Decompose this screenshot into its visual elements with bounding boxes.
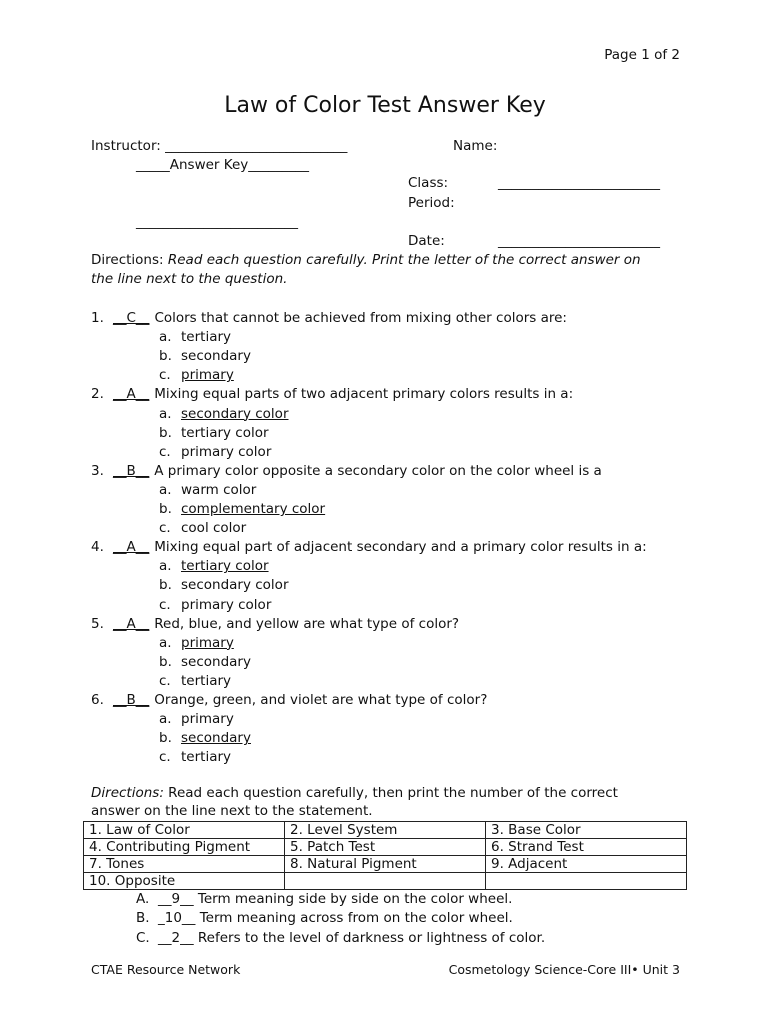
table-cell: 3. Base Color	[486, 822, 687, 839]
table-row	[84, 873, 687, 890]
question-number: 2.	[91, 386, 104, 403]
statement-text: _10__ Term meaning across from on the color wheel.	[158, 910, 513, 926]
question-answer: __A__	[113, 539, 150, 556]
option-text: secondary color	[181, 577, 289, 594]
question-2	[91, 385, 573, 403]
answer-option	[159, 634, 234, 652]
table-cell	[486, 873, 687, 890]
page-title: Law of Color Test Answer Key	[224, 93, 546, 118]
statement-a	[136, 890, 512, 908]
table-cell: 10. Opposite	[84, 873, 285, 890]
question-answer: __B__	[113, 692, 150, 708]
answer-option	[159, 576, 289, 594]
option-text: secondary	[181, 730, 251, 747]
directions-1-text-2: the line next to the question.	[91, 271, 288, 287]
option-letter: b.	[159, 348, 172, 365]
name-label: Name:	[453, 138, 498, 154]
question-text: Orange, green, and violet are what type of color?	[154, 692, 488, 708]
statement-letter: C.	[136, 930, 150, 946]
answer-option	[159, 748, 231, 766]
option-text: tertiary	[181, 672, 232, 689]
class-label: Class:	[408, 175, 449, 191]
option-letter: a.	[159, 481, 172, 498]
option-letter: a.	[159, 405, 172, 422]
directions-2-text: Read each question carefully, then print the number of the correct	[168, 785, 618, 801]
answer-option	[159, 672, 231, 690]
instructor-label: Instructor: ___________________________	[91, 138, 348, 154]
question-4	[91, 538, 647, 556]
option-letter: b.	[159, 424, 172, 441]
directions-2-text-2: answer on the line next to the statement.	[91, 803, 373, 819]
question-number: 4.	[91, 539, 104, 556]
table-cell	[285, 873, 486, 890]
table-cell: 7. Tones	[84, 856, 285, 873]
table-cell: 4. Contributing Pigment	[84, 839, 285, 856]
option-text: complementary color	[181, 501, 326, 517]
option-text: tertiary	[181, 329, 232, 346]
statement-letter: A.	[136, 891, 150, 907]
directions-1-text: Read each question carefully. Print the letter of the correct answer on	[167, 252, 641, 268]
answer-option	[159, 347, 251, 365]
statement-text: __9__ Term meaning side by side on the color wheel.	[158, 891, 513, 907]
option-text: cool color	[181, 520, 247, 537]
table-cell: 2. Level System	[285, 822, 486, 839]
option-letter: c.	[159, 367, 171, 384]
answer-option	[159, 328, 231, 346]
option-letter: a.	[159, 711, 172, 728]
directions-1-label: Directions:	[91, 252, 164, 268]
answer-option	[159, 443, 271, 461]
option-text: secondary	[181, 348, 251, 365]
answer-option	[159, 424, 269, 442]
option-letter: c.	[159, 596, 171, 613]
table-cell: 8. Natural Pigment	[285, 856, 486, 873]
question-answer: __A__	[113, 615, 150, 632]
table-row	[84, 839, 687, 856]
option-text: primary	[181, 634, 234, 651]
option-text: secondary color	[181, 405, 289, 422]
date-label: Date:	[408, 233, 445, 249]
answer-option	[159, 653, 251, 671]
question-1	[91, 309, 567, 327]
question-number: 6.	[91, 692, 104, 708]
option-letter: a.	[159, 634, 172, 651]
answer-key-line: _____Answer Key_________	[136, 157, 309, 173]
answer-option	[159, 366, 234, 384]
answer-option	[159, 500, 325, 518]
statement-letter: B.	[136, 910, 150, 926]
table-cell: 6. Strand Test	[486, 839, 687, 856]
question-3	[91, 462, 602, 480]
table-cell: 1. Law of Color	[84, 822, 285, 839]
date-line: ________________________	[498, 233, 660, 249]
option-text: tertiary	[181, 749, 232, 766]
option-letter: a.	[159, 329, 172, 346]
question-answer: __C__	[113, 310, 150, 326]
footer-left: CTAE Resource Network	[91, 962, 241, 977]
answer-option	[159, 729, 251, 747]
directions-2-label: Directions:	[91, 785, 164, 801]
question-6	[91, 691, 487, 709]
page-number: Page 1 of 2	[604, 47, 680, 63]
option-text: warm color	[181, 481, 257, 498]
footer-right: Cosmetology Science-Core III• Unit 3	[448, 962, 680, 977]
option-letter: b.	[159, 730, 172, 747]
option-letter: c.	[159, 672, 171, 689]
option-text: tertiary color	[181, 424, 269, 441]
answer-option	[159, 519, 246, 537]
option-letter: b.	[159, 501, 172, 517]
option-text: primary	[181, 711, 234, 728]
answer-option	[159, 710, 234, 728]
option-letter: c.	[159, 749, 171, 766]
directions-1	[91, 251, 641, 269]
question-text: A primary color opposite a secondary color on the color wheel is a	[154, 462, 602, 479]
option-text: secondary	[181, 653, 251, 670]
blank-line: ________________________	[136, 214, 298, 230]
answer-option	[159, 481, 256, 499]
table-cell: 5. Patch Test	[285, 839, 486, 856]
class-line: ________________________	[498, 175, 660, 191]
question-number: 3.	[91, 462, 104, 479]
answer-option	[159, 405, 289, 423]
question-text: Mixing equal part of adjacent secondary and a primary color results in a:	[154, 539, 647, 556]
option-text: primary color	[181, 596, 272, 613]
terms-table	[83, 821, 687, 890]
option-letter: c.	[159, 520, 171, 537]
option-letter: b.	[159, 653, 172, 670]
option-text: tertiary color	[181, 558, 269, 575]
question-number: 5.	[91, 615, 104, 632]
option-letter: a.	[159, 558, 172, 575]
statement-text: __2__ Refers to the level of darkness or lightness of color.	[158, 930, 546, 946]
period-label: Period:	[408, 195, 455, 211]
answer-option	[159, 557, 269, 575]
option-letter: b.	[159, 577, 172, 594]
directions-2	[91, 784, 618, 802]
question-answer: __A__	[113, 386, 150, 403]
question-5	[91, 615, 459, 633]
question-number: 1.	[91, 310, 104, 326]
statement-c	[136, 929, 545, 947]
table-row	[84, 822, 687, 839]
question-answer: __B__	[113, 462, 150, 479]
option-text: primary color	[181, 443, 272, 460]
statement-b	[136, 909, 513, 927]
option-letter: c.	[159, 443, 171, 460]
option-text: primary	[181, 367, 234, 384]
table-row	[84, 856, 687, 873]
question-text: Red, blue, and yellow are what type of color?	[154, 615, 460, 632]
table-cell: 9. Adjacent	[486, 856, 687, 873]
question-text: Mixing equal parts of two adjacent primary colors results in a:	[154, 386, 574, 403]
question-text: Colors that cannot be achieved from mixing other colors are:	[154, 310, 567, 326]
answer-option	[159, 596, 271, 614]
